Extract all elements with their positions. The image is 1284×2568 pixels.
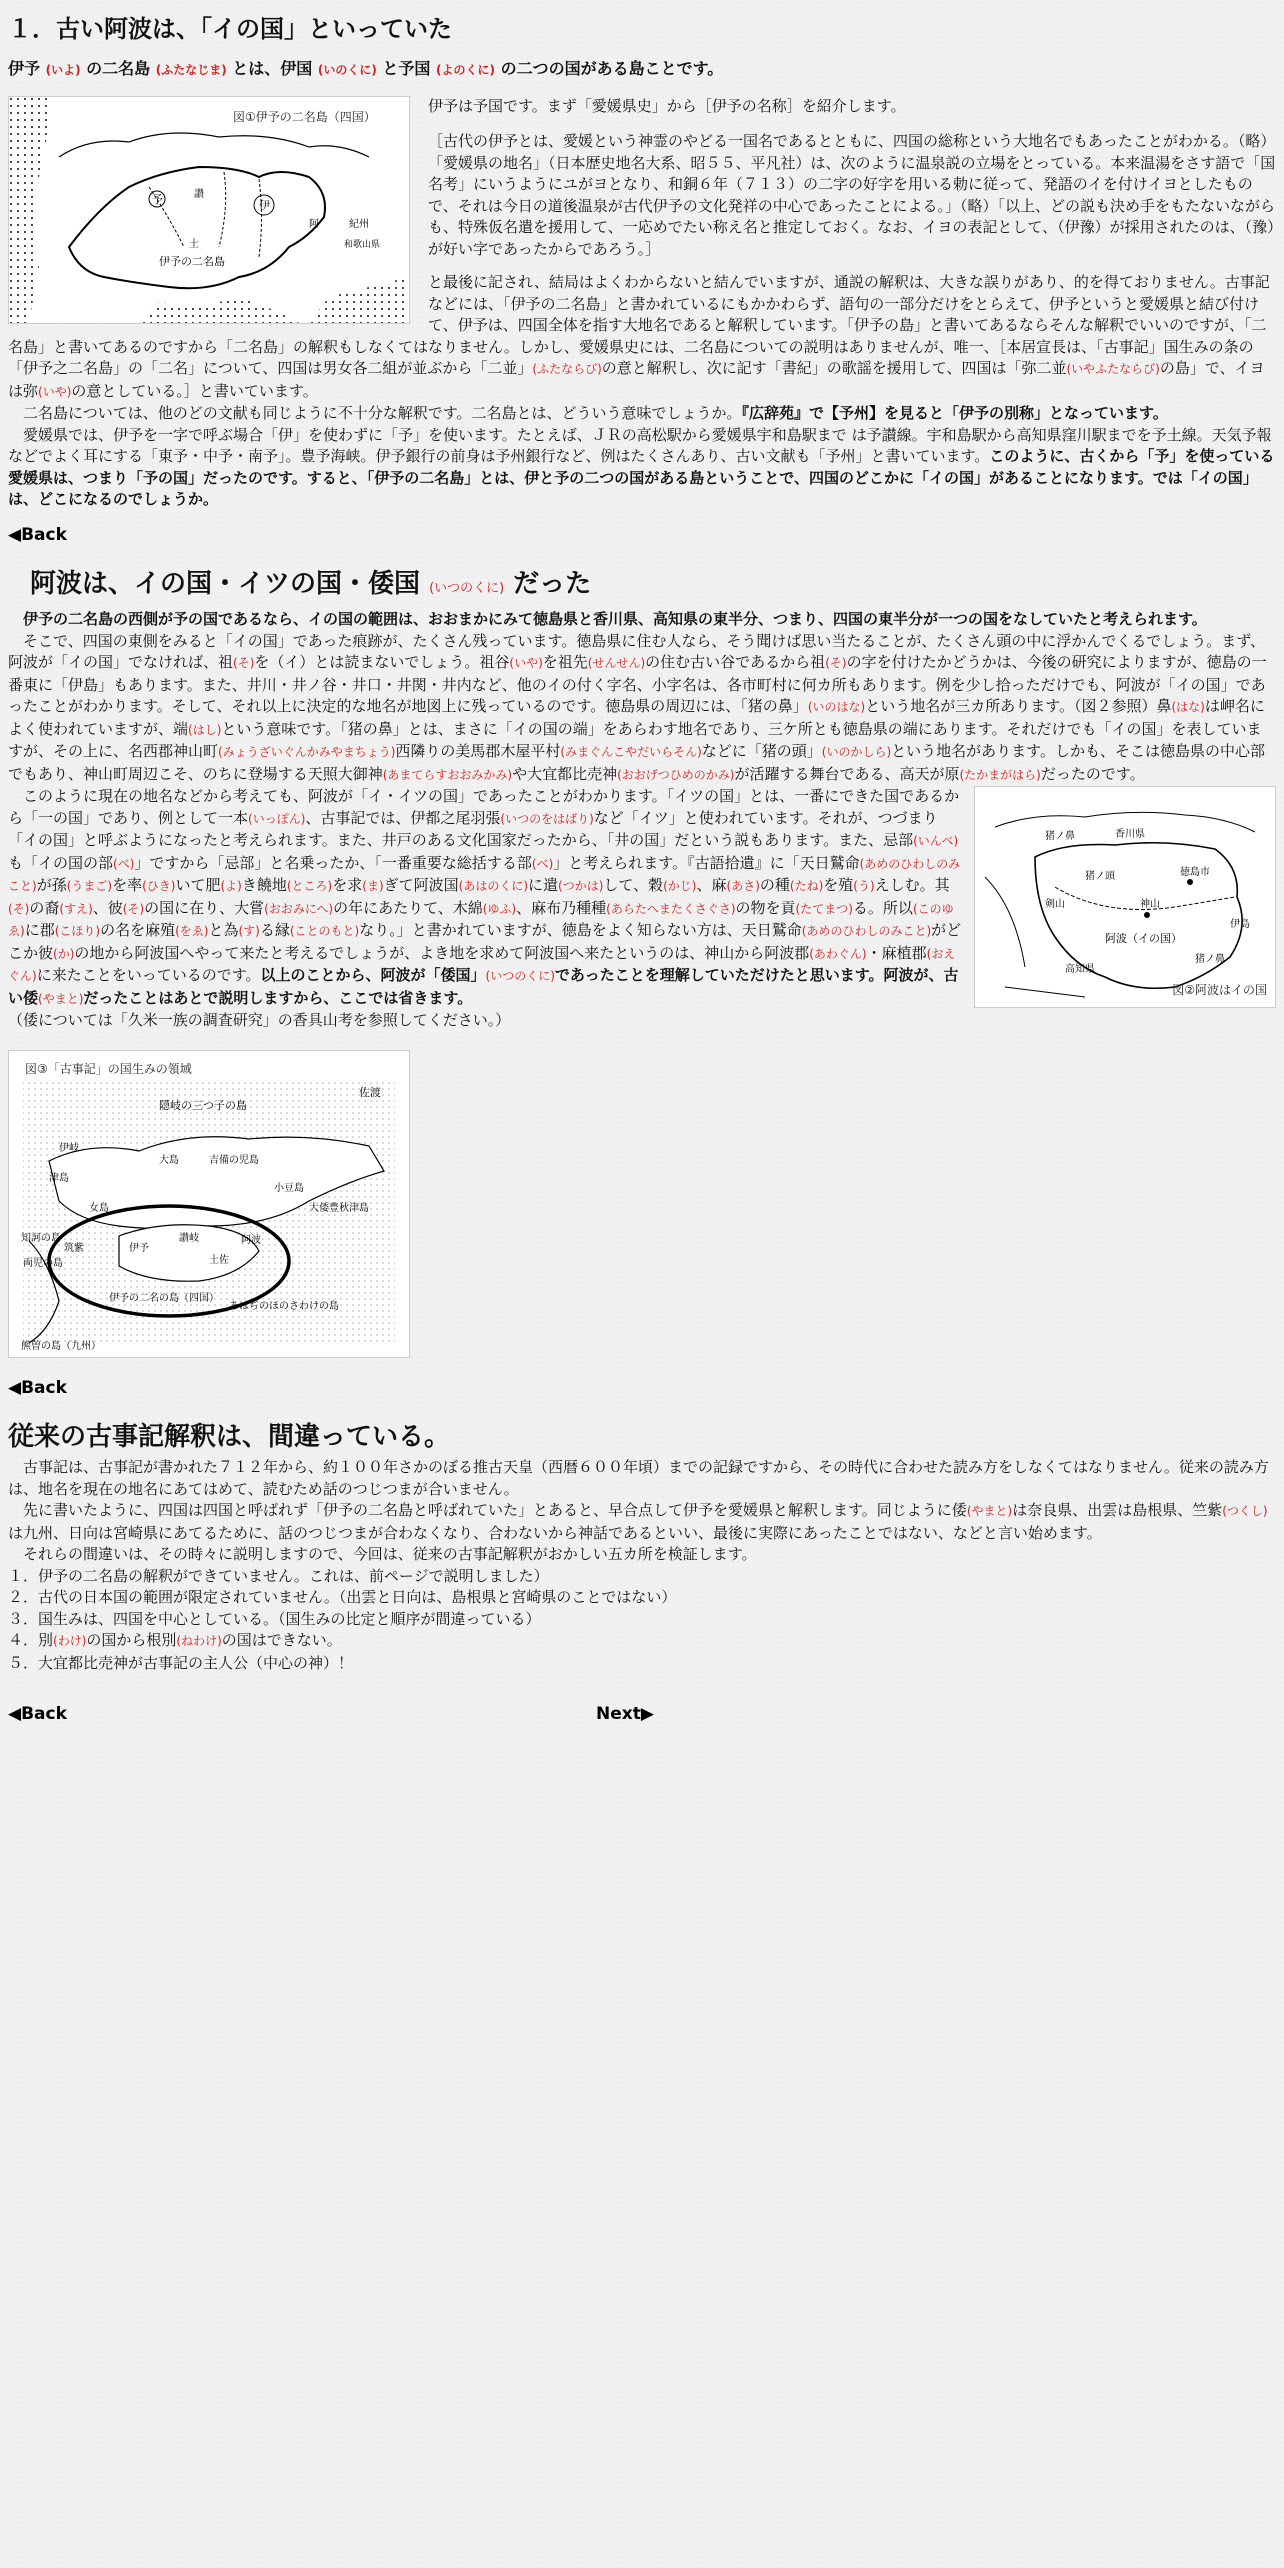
section2-title: 阿波は、イの国・イツの国・倭国 (いつのくに) だった — [30, 569, 592, 599]
fig1-label-futana: 伊予の二名島 — [159, 254, 225, 268]
figure-2-awa-map — [974, 786, 1276, 1008]
section1-title: １．古い阿波は、「イの国」といっていた — [8, 15, 452, 43]
fig1-label-kishu: 紀州 — [349, 218, 369, 230]
section1-p4: 二名島については、他のどの文献も同じように不十分な解釈です。二名島とは、どういう意味でしょうか。『広辞苑』で【予州】を見ると「伊予の別称」となっています。 — [23, 404, 1168, 422]
shikoku-map-drawing — [9, 97, 409, 323]
fig2-place-0: 猪ノ鼻 — [1045, 831, 1075, 842]
fig3-place-14: 熊曽の島（九州） — [21, 1340, 101, 1352]
section3-title: 従来の古事記解釈は、間違っている。 — [8, 1422, 451, 1452]
fig3-place-11: 筑紫 — [64, 1242, 84, 1254]
fig3-place-6: 小豆島 — [274, 1182, 304, 1194]
back-link-3[interactable]: ◀Back — [8, 1704, 67, 1724]
fig3-place-3: 津島 — [49, 1172, 69, 1184]
fig3-place-16: 阿波 — [241, 1234, 261, 1246]
section1-p3: と最後に記され、結局はよくわからないと結んでいますが、通説の解釈は、大きな誤りがあり、的を得ておりません。古事記などには、「伊予の二名島」と書かれているにもかかわらず、語句の一部分だけをとらえて、伊予というと愛媛県と結び付けて、伊予は、四国全体を指す大地名であると解釈しています。「伊予の島」と書いてあるならそんな解釈でいいのですが、「二名島」と書いてあるのですから「二名島」の解釈もしなくてはなりません。しかし、愛媛県史には、二名島についての説明はありませんが、唯一、［本居宣長は、「古事記」国生みの条の「伊予之二名島」の「二名」について、四国は男女各二組が並ぶから「二並」(ふたならび)の意と解釈し、次に記す「書紀」の歌謡を援用して、四国は「弥二並(いやふたならび)の島」で、イヨは弥(いや)の意としている。］と書いています。 — [8, 273, 1270, 400]
fig2-place-6: 猪ノ鼻 — [1195, 954, 1225, 965]
fig1-label-tosa: 土 — [189, 238, 199, 250]
section1-p2: ［古代の伊予とは、愛媛という神霊のやどる一国名であるとともに、四国の総称という大地名でもあったことがわかる。（略）「愛媛県の地名」（日本歴史地名大系、昭５５、平凡社）は、次のように温泉説の立場をとっている。本来温湯をさす語で「国名考」にいうようにユがヨとなり、和銅６年（７１３）の二字の好字を用いる勅に従って、発語のイを付けイヨとしたもので、それは今日の道後温泉が古代伊予の文化発祥の中心であったことによる。」（略）「以上、どの説も決め手をもたないながらも、特殊仮名遣を援用して、一応めでたい称え名と推定しておく。なお、イヨの表記として、（伊豫）が採用されたのは、（豫）が好い字であったからであろう。］ — [428, 132, 1276, 258]
fig2-place-4: 高知県 — [1065, 964, 1095, 975]
fig2-place-2: 徳島市 — [1180, 867, 1210, 878]
fig2-place-1: 香川県 — [1115, 829, 1145, 840]
section3-list-4: ４．別(わけ)の国から根別(ねわけ)の国はできない。 — [8, 1631, 342, 1649]
awa-map-drawing — [975, 787, 1275, 1007]
figure-1-caption: 図①伊予の二名島（四国） — [233, 109, 376, 124]
fig3-place-13: あはぢのほのさわけの島 — [229, 1300, 339, 1312]
fig3-place-18: 伊予 — [129, 1242, 149, 1254]
section3-list-1: １．伊予の二名島の解釈ができていません。これは、前ページで説明しました） — [8, 1566, 549, 1585]
section1-p1: 伊予は予国です。まず「愛媛県史」から［伊予の名称］を紹介します。 — [428, 96, 906, 115]
section3-list-3: ３．国生みは、四国を中心としている。（国生みの比定と順序が間違っている） — [8, 1609, 541, 1628]
fig1-label-i: 伊 — [259, 198, 270, 212]
section2-p3: （倭については「久米一族の調査研究」の香具山考を参照してください。） — [8, 1011, 511, 1029]
fig3-place-1: 隠岐の三つ子の島 — [159, 1098, 247, 1112]
fig3-place-17: 讃岐 — [179, 1232, 199, 1244]
fig3-place-5: 吉備の児島 — [209, 1154, 259, 1166]
section3-p1: 古事記は、古事記が書かれた７１２年から、約１００年さかのぼる推古天皇（西暦６００年頃）までの記録ですから、その時代に合わせた読み方をしなくてはなりません。従来の読み方は、地名を現在の地名にあてはめて、読むため話のつじつまが合いません。 — [8, 1458, 1269, 1498]
section3-list-2: ２．古代の日本国の範囲が限定されていません。（出雲と日向は、島根県と宮崎県のことではない） — [8, 1588, 677, 1606]
fig1-label-sanuki: 讃 — [194, 188, 204, 200]
fig2-place-9: 剣山 — [1045, 899, 1065, 910]
next-link[interactable]: Next▶ — [596, 1704, 654, 1724]
section1-p5: 愛媛県では、伊予を一字で呼ぶ場合「伊」を使わずに「予」を使います。たとえば、ＪＲの高松駅から愛媛県宇和島駅まで は予讃線。宇和島駅から高知県窪川駅までを予土線。天気予報などでよく耳にする「東予・中予・南予」。豊予海峡。伊予銀行の前身は予州銀行など、例はたくさんあり、古い文献も「予州」と書いています。このように、古くから「予」を使っている愛媛県は、つまり「予の国」だったのです。すると、「伊予の二名島」とは、伊と予の二つの国がある島ということで、四国のどこかに「イの国」があることになります。では「イの国」は、どこになるのでしょうか。 — [8, 425, 1275, 508]
fig1-label-wakayama: 和歌山県 — [344, 239, 381, 250]
fig3-place-8: 女島 — [89, 1202, 109, 1214]
figure-3-caption: 図③「古事記」の国生みの領域 — [25, 1061, 192, 1076]
section2-p1: そこで、四国の東側をみると「イの国」であった痕跡が、たくさん残っています。徳島県に住む人なら、そう聞けば思い当たることが、たくさん頭の中に浮かんでくるでしょう。まず、阿波が「イの国」でなければ、祖(そ)を（イ）とは読まないでしょう。祖谷(いや)を祖先(せんせん)の住む古い谷であるから祖(そ)の字を付けたかどうかは、今後の研究によりますが、徳島の一番東に「伊島」もあります。また、井川・井ノ谷・井口・井関・井内など、他のイの付く字名、小字名は、各市町村に何カ所もあります。例を少し拾っただけでも、阿波が「イの国」であったことがわかります。そして、それ以上に決定的な地名が地図上に残っているのです。徳島県の周辺には、「猪の鼻」(いのはな)という地名が三カ所あります。（図２参照）鼻(はな)は岬名によく使われていますが、端(はし)という意味です。「猪の鼻」とは、まさに「イの国の端」をあらわす地名であり、三ケ所とも徳島県の端にあります。それだけでも「イの国」を表していますが、その上に、名西郡神山町(みょうざいぐんかみやまちょう)西隣りの美馬郡木屋平村(みまぐんこやだいらそん)などに「猪の頭」(いのかしら)という地名があります。しかも、そこは徳島県の中心部でもあり、神山町周辺こそ、のちに登場する天照大御神(あまてらすおおみかみ)や大宜都比売神(おおげつひめのかみ)が活躍する舞台である、高天が原(たかまがはら)だったのです。 — [8, 631, 1267, 783]
section2-lead: 伊予の二名島の西側が予の国であるなら、イの国の範囲は、おおまかにみて徳島県と香川県、高知県の東半分、つまり、四国の東半分が一つの国をなしていたと考えられます。 — [23, 610, 1207, 628]
section3-p3: それらの間違いは、その時々に説明しますので、今回は、従来の古事記解釈がおかしい五カ所を検証します。 — [23, 1545, 757, 1563]
fig2-place-7: 神山 — [1140, 899, 1160, 910]
fig3-place-12: 伊予の二名の島（四国） — [109, 1292, 219, 1304]
fig1-label-yo: 予 — [152, 192, 163, 206]
figure-1-shikoku-map — [8, 96, 410, 324]
fig2-place-3: 阿波（イの国） — [1105, 932, 1182, 945]
fig2-place-5: 猪ノ頭 — [1085, 871, 1115, 882]
fig1-label-awa: 阿 — [309, 218, 319, 230]
back-link-1[interactable]: ◀Back — [8, 524, 67, 545]
section1-subtitle: 伊予 (いよ) の二名島 (ふたなじま) とは、伊国 (いのくに) と予国 (よのくに) の二つの国がある島ことです。 — [8, 59, 724, 78]
fig2-place-8: 伊島 — [1230, 919, 1250, 930]
section3-list-5: ５．大宜都比売神が古事記の主人公（中心の神）！ — [8, 1653, 354, 1672]
bottom-nav — [8, 1704, 1276, 1726]
section3-p2: 先に書いたように、四国は四国と呼ばれず「伊予の二名島と呼ばれていた」とあると、早合点して伊予を愛媛県と解釈します。同じように倭(やまと)は奈良県、出雲は島根県、竺紫(つくし)は九州、日向は宮崎県にあてるために、話のつじつまが合わなくなり、合わないから神話であるといい、最後に実際にあったことではない、などと言い始めます。 — [8, 1501, 1268, 1542]
kuniumi-map-drawing — [9, 1051, 409, 1357]
fig3-place-7: 大倭豊秋津島 — [309, 1202, 369, 1214]
fig3-place-9: 知訶の島 — [21, 1232, 61, 1244]
fig3-place-2: 伊岐 — [59, 1142, 79, 1154]
figure-3-kuniumi-map — [8, 1050, 410, 1358]
fig3-place-0: 佐渡 — [359, 1085, 381, 1099]
figure-2-caption: 図②阿波はイの国 — [1172, 982, 1267, 997]
fig3-place-15: 土佐 — [209, 1254, 229, 1266]
section2-p2: このように現在の地名などから考えても、阿波が「イ・イツの国」であったことがわかります。「イツの国」とは、一番にできた国であるから「一の国」であり、例として一本(いっぽん)、古事記では、伊都之尾羽張(いつのをはばり)など「イツ」と使われています。それが、つづまり「イの国」と呼ぶようになったと考えられます。また、井戸のある文化国家だったから、「井の国」だという説もあります。また、忌部(いんべ)も「イの国の部(べ)」ですから「忌部」と名乗ったか、「一番重要な総括する部(べ)」と考えられます。『古語拾遺』に「天日鷲命(あめのひわしのみこと)が孫(うまご)を率(ひき)いて肥(よ)き饒地(ところ)を求(ま)ぎて阿波国(あはのくに)に遣(つかは)して、穀(かじ)、麻(あさ)の種(たね)を殖(う)えしむ。其(そ)の裔(すえ)、彼(そ)の国に在り、大嘗(おおみにへ)の年にあたりて、木綿(ゆふ)、麻布乃種種(あらたへまたくさぐさ)の物を貢(たてまつ)る。所以(このゆゑ)に郡(こほり)の名を麻殖(をゑ)と為(す)る縁(ことのもと)なり。」と書かれていますが、徳島をよく知らない方は、天日鷲命(あめのひわしのみこと)がどこか彼(か)の地から阿波国へやって来たと考えるでしょうが、よき地を求めて阿波国へ来たというのは、神山から阿波郡(あわぐん)・麻植郡(おえぐん)に来たことをいっているのです。以上のことから、阿波が「倭国」(いつのくに)であったことを理解していただけたと思います。阿波が、古い倭(やまと)だったことはあとで説明しますから、ここでは省きます。 — [8, 787, 962, 1007]
fig3-place-10: 両児の島 — [23, 1257, 63, 1269]
back-link-2[interactable]: ◀Back — [8, 1377, 67, 1398]
fig3-place-4: 大島 — [159, 1154, 179, 1166]
